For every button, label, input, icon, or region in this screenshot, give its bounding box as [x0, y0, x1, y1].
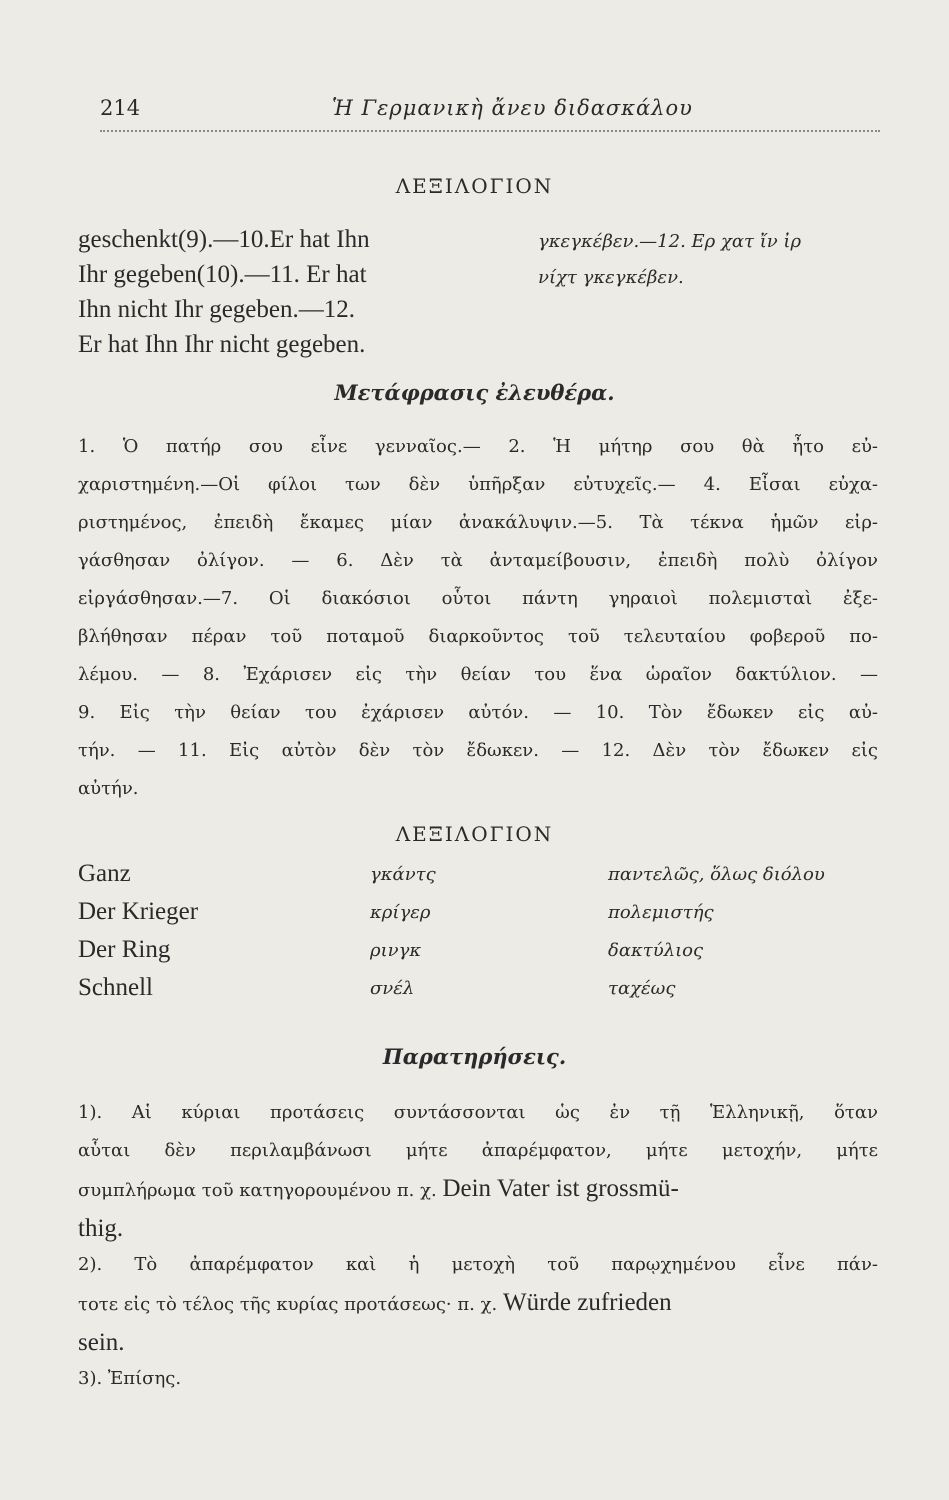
remark-line [78, 1324, 878, 1364]
vocab-greek: παντελῶς, ὅλως διόλου [608, 864, 825, 885]
paragraph-line: χαριστημένη.—Οἱ φίλοι των δὲν ὑπῆρξαν εὐτυχεῖς.— 4. Εἶσαι εὐχα- [78, 474, 878, 495]
remarks-paragraph-3 [78, 1360, 878, 1398]
vocab-german: Der Krieger [78, 898, 199, 925]
paragraph-line: λέμου. — 8. Ἐχάρισεν εἰς τὴν θείαν του ἕνα ὡραῖον δακτύλιον. — [78, 664, 878, 685]
remark-line: 1). Αἱ κύριαι προτάσεις συντάσσονται ὡς ἐν τῇ Ἑλληνικῇ, ὅταν [78, 1102, 878, 1123]
running-title: Ἡ Γερμανικὴ ἄνευ διδασκάλου [332, 96, 693, 120]
german-exercise-block [78, 222, 518, 362]
vocabulary-table [78, 860, 898, 1012]
german-line: Ihr gegeben(10).—11. Er hat [78, 261, 367, 288]
german-line: Er hat Ihn Ihr nicht gegeben. [78, 331, 366, 358]
lexilogion-heading: ΛΕΞΙΛΟΓΙΟΝ [395, 174, 554, 198]
paragraph-line: 9. Εἰς τὴν θείαν του ἐχάρισεν αὐτόν. — 10. Τὸν ἔδωκεν εἰς αὐ- [78, 702, 878, 723]
greek-transliteration-block [538, 224, 898, 296]
paragraph-line: αὐτήν. [78, 778, 139, 799]
remark-line [78, 1210, 878, 1250]
free-translation-paragraph [78, 428, 878, 808]
paragraph-line: γάσθησαν ὀλίγον. — 6. Δὲν τὰ ἀνταμείβουσιν, ἐπειδὴ πολὺ ὀλίγον [78, 550, 878, 571]
remark-line: αὗται δὲν περιλαμβάνωσι μήτε ἀπαρέμφατον, μήτε μετοχήν, μήτε [78, 1140, 878, 1161]
vocab-greek: ταχέως [608, 978, 676, 999]
vocab-greek: δακτύλιος [608, 940, 704, 961]
remark-line-mixed [78, 1284, 878, 1324]
paragraph-line: εἰργάσθησαν.—7. Οἱ διακόσιοι οὗτοι πάντη γηραιοὶ πολεμισταὶ ἐξε- [78, 588, 878, 609]
remark-german-example: sein. [78, 1329, 125, 1356]
remarks-paragraph-1 [78, 1094, 878, 1250]
german-line: Ihn nicht Ihr gegeben.—12. [78, 296, 356, 323]
vocab-pronunciation: γκάντς [370, 864, 436, 885]
vocab-row [78, 898, 898, 936]
remark-german-example: Dein Vater ist grossmü- [442, 1175, 679, 1202]
remark-line: 3). Ἐπίσης. [78, 1368, 182, 1389]
paragraph-line: βλήθησαν πέραν τοῦ ποταμοῦ διαρκοῦντος τοῦ τελευταίου φοβεροῦ πο- [78, 626, 878, 647]
remark-greek-text: συμπλήρωμα τοῦ κατηγορουμένου π. χ. [78, 1180, 437, 1201]
lexilogion-heading-2: ΛΕΞΙΛΟΓΙΟΝ [395, 822, 554, 846]
greek-line: νίχτ γκεγκέβεν. [538, 267, 684, 288]
vocab-pronunciation: ρινγκ [370, 940, 422, 961]
vocab-greek: πολεμιστής [608, 902, 714, 923]
remarks-paragraph-2 [78, 1246, 878, 1364]
remark-german-example: Würde zufrieden [502, 1289, 672, 1316]
vocab-row [78, 860, 898, 898]
remark-line-mixed [78, 1170, 878, 1210]
vocab-german: Schnell [78, 974, 153, 1001]
page-number: 214 [100, 96, 141, 120]
vocab-pronunciation: κρίγερ [370, 902, 431, 923]
paragraph-line: 1. Ὁ πατήρ σου εἶνε γενναῖος.— 2. Ἡ μήτηρ σου θὰ ἦτο εὐ- [78, 436, 878, 457]
greek-line: γκεγκέβεν.—12. Ερ χατ ἴν ἰρ [538, 231, 802, 252]
german-line: geschenkt(9).—10.Er hat Ihn [78, 226, 370, 253]
header-rule [100, 130, 880, 134]
paragraph-line: ριστημένος, ἐπειδὴ ἔκαμες μίαν ἀνακάλυψιν.—5. Τὰ τέκνα ἡμῶν εἰρ- [78, 512, 878, 533]
vocab-german: Der Ring [78, 936, 171, 963]
remark-greek-text: τοτε εἰς τὸ τέλος τῆς κυρίας προτάσεως· π. χ. [78, 1294, 498, 1315]
vocab-row [78, 936, 898, 974]
vocab-pronunciation: σνέλ [370, 978, 415, 999]
vocab-row [78, 974, 898, 1012]
remark-german-example: thig. [78, 1215, 124, 1242]
remark-line: 2). Τὸ ἀπαρέμφατον καὶ ἡ μετοχὴ τοῦ παρῳχημένου εἶνε πάν- [78, 1254, 878, 1275]
free-translation-title: Μετάφρασις ἐλευθέρα. [334, 380, 615, 405]
paragraph-line: τήν. — 11. Εἰς αὐτὸν δὲν τὸν ἔδωκεν. — 12. Δὲν τὸν ἔδωκεν εἰς [78, 740, 878, 761]
vocab-german: Ganz [78, 860, 131, 887]
remarks-title: Παρατηρήσεις. [382, 1044, 567, 1069]
page-header [100, 96, 880, 136]
